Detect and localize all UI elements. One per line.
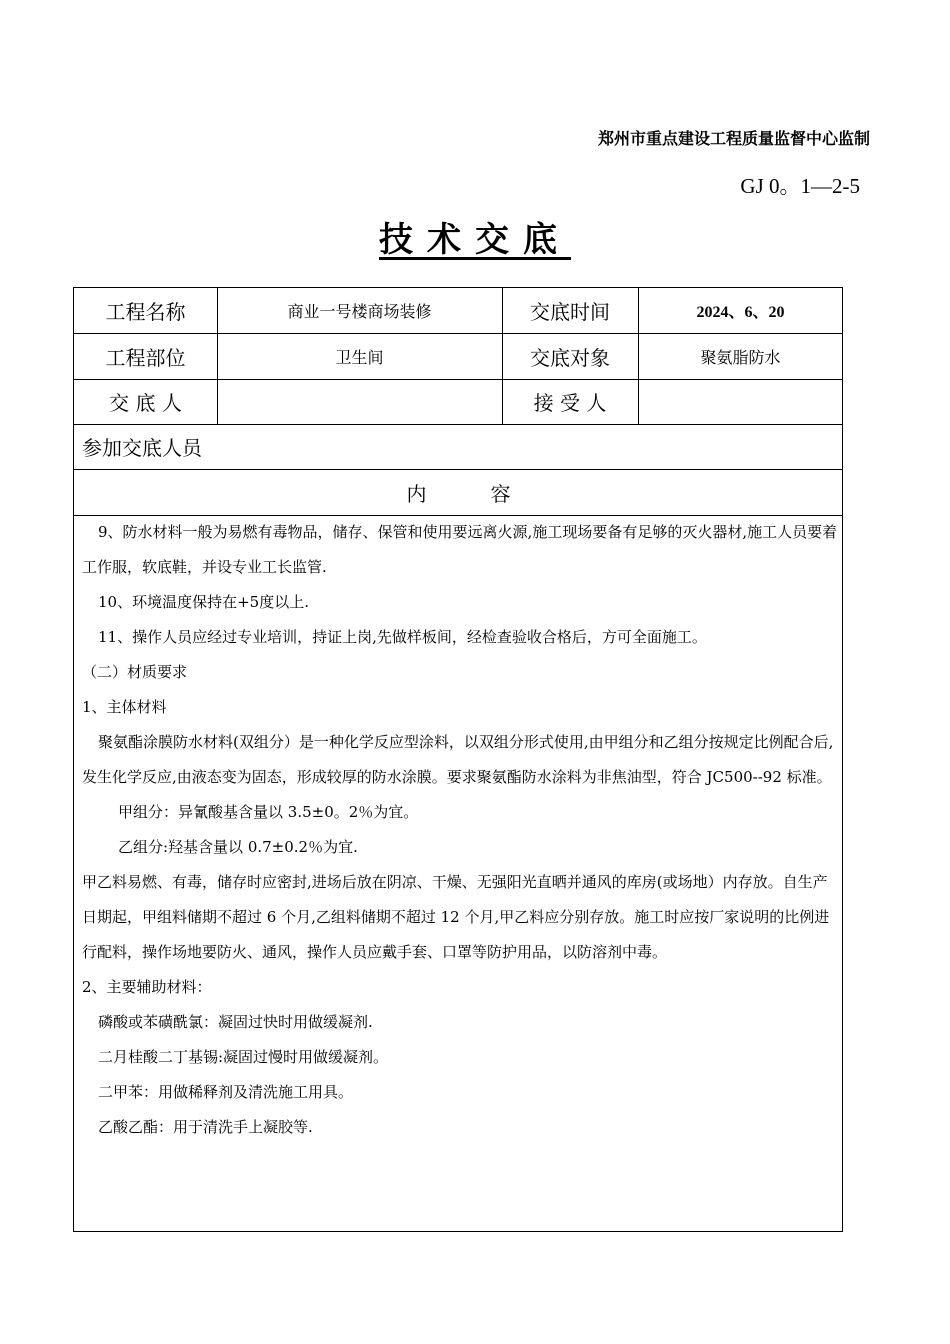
issuer-line: 郑州市重点建设工程质量监督中心监制 [597, 129, 870, 148]
content-heading [74, 469, 843, 515]
content-paragraph: 1、主体材料 [82, 698, 167, 716]
briefer-label: 交 底 人 [109, 391, 182, 415]
content-paragraph: 11、操作人员应经过专业培训，持证上岗,先做样板间，经检查验收合格后，方可全面施工。 [98, 628, 707, 646]
content-paragraph: 聚氨酯涂膜防水材料(双组分）是一种化学反应型涂料，以双组分形式使用,由甲组分和乙组分按规定比例配合后,发生化学反应,由液态变为固态，形成较厚的防水涂膜。要求聚氨酯防水涂料为非焦油型，符合 JC500--92 标准。 [82, 733, 834, 786]
content-paragraph: 二月桂酸二丁基锡:凝固过慢时用做缓凝剂。 [98, 1048, 389, 1066]
document-title [0, 212, 950, 261]
content-paragraph: 二甲苯：用做稀释剂及清洗施工用具。 [98, 1083, 354, 1101]
content-heading-1: 内 [406, 481, 427, 506]
content-paragraph: 9、防水材料一般为易燃有毒物品，储存、保管和使用要远离火源,施工现场要备有足够的灭火器材,施工人员要着工作服，软底鞋，并设专业工长监管. [82, 523, 838, 576]
project-name-label: 工程名称 [105, 300, 186, 324]
content-paragraph: 乙酸乙酯：用于清洗手上凝胶等. [98, 1118, 313, 1136]
content-paragraph: 甲组分：异氰酸基含量以 3.5±0。2％为宜。 [118, 803, 419, 821]
content-paragraph: 2、主要辅助材料： [82, 978, 212, 996]
content-body [82, 515, 838, 1145]
form-number: GJ 0。1—2-5 [740, 174, 860, 198]
briefing-table [73, 287, 843, 1232]
title-text: 技术交底 [379, 220, 571, 260]
receiver-value [638, 379, 843, 424]
content-paragraph: 10、环境温度保持在+5度以上. [98, 593, 309, 611]
receiver-label: 接 受 人 [533, 391, 607, 415]
project-part-value: 卫生间 [335, 347, 384, 367]
briefing-time-value: 2024、6、20 [696, 304, 785, 321]
briefing-time-label: 交底时间 [530, 300, 610, 324]
participants-label: 参加交底人员 [82, 436, 202, 460]
content-paragraph: 乙组分:羟基含量以 0.7±0.2％为宜. [118, 838, 358, 856]
briefing-object-label: 交底对象 [530, 345, 610, 370]
content-heading-2: 容 [490, 481, 511, 506]
project-part-label: 工程部位 [105, 345, 186, 370]
briefing-object-value: 聚氨脂防水 [700, 347, 781, 367]
content-paragraph: 甲乙料易燃、有毒，储存时应密封,进场后放在阴凉、干燥、无强阳光直晒并通风的库房(或场地）内存放。自生产日期起，甲组料储期不超过 6 个月,乙组料储期不超过 12 个月,甲乙料应分别存放。施工时应按厂家说明的比例进行配料，操作场地要防火、通风，操作人员应戴手套、口罩等防护用品，以防溶剂中毒。 [82, 873, 830, 961]
briefer-value [217, 379, 502, 424]
content-paragraph: （二）材质要求 [82, 663, 188, 681]
content-paragraph: 磷酸或苯磺酰氯：凝固过快时用做缓凝剂. [98, 1013, 373, 1031]
project-name-value: 商业一号楼商场装修 [287, 302, 432, 321]
